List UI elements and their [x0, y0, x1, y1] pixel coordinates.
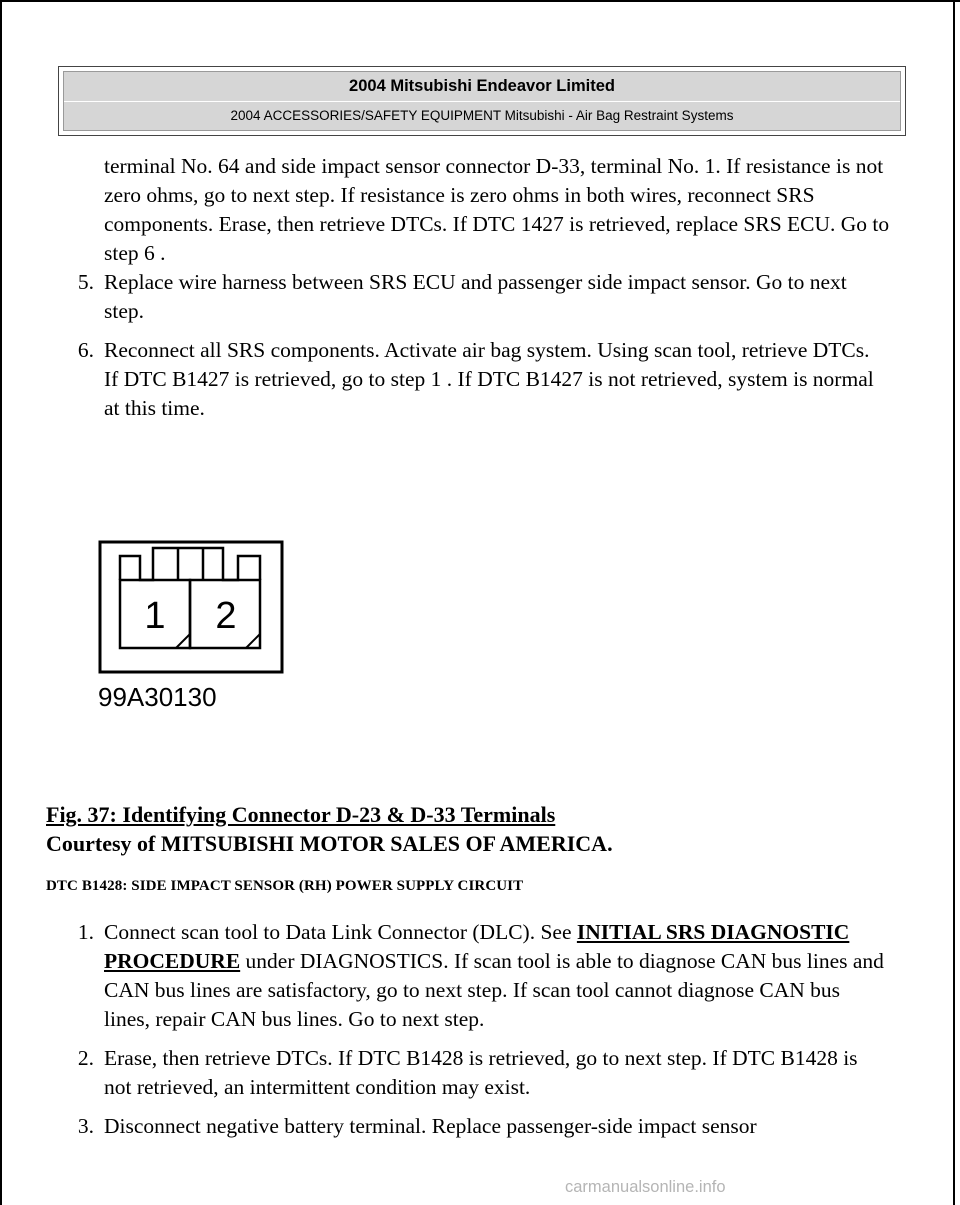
connector-figure — [98, 540, 288, 715]
step-text: Replace wire harness between SRS ECU and passenger side impact sensor. Go to next step. — [104, 270, 847, 323]
page-left-edge — [0, 0, 2, 1205]
step-number: 1. — [77, 920, 94, 944]
continuation-paragraph: terminal No. 64 and side impact sensor connector D-33, terminal No. 1. If resistance is not zero ohms, go to next step. If resistance is zero ohms in both wires, reconnect SRS components. Erase, then retrieve DTCs. If DTC 1427 is retrieved, replace SRS ECU. Go to step 6 . — [104, 154, 890, 265]
steps-b1427-list — [46, 268, 886, 433]
step-text: Erase, then retrieve DTCs. If DTC B1428 is retrieved, go to next step. If DTC B1428 is not retrieved, an intermittent condition may exist. — [104, 1046, 858, 1099]
step-number: 2. — [77, 1046, 94, 1070]
list-item — [46, 268, 886, 326]
step-text-post: under DIAGNOSTICS. If scan tool is able to diagnose CAN bus lines and CAN bus lines are satisfactory, go to next step. If scan tool cannot diagnose CAN bus lines, repair CAN bus lines. Go to next step. — [104, 949, 884, 1031]
terminal-1-chamfer — [176, 634, 190, 648]
header-title: 2004 Mitsubishi Endeavor Limited — [64, 72, 900, 102]
figure-title: Fig. 37: Identifying Connector D-23 & D-33 Terminals — [46, 802, 556, 827]
terminal-2-label: 2 — [215, 595, 237, 637]
list-item — [46, 1044, 886, 1102]
figure-code: 99A30130 — [98, 682, 217, 712]
step-number: 3. — [77, 1114, 94, 1138]
step-number: 5. — [77, 270, 94, 294]
list-item — [46, 1112, 886, 1141]
terminal-1-label: 1 — [144, 595, 166, 637]
step-number: 6. — [77, 338, 94, 362]
figure-courtesy: Courtesy of MITSUBISHI MOTOR SALES OF AMERICA. — [46, 831, 613, 856]
step-text: Reconnect all SRS components. Activate air bag system. Using scan tool, retrieve DTCs. If DTC B1427 is retrieved, go to step 1 . If DTC B1427 is not retrieved, system is normal at this time. — [104, 338, 874, 420]
document-header-inner — [63, 71, 901, 131]
list-item — [46, 336, 886, 423]
header-subtitle: 2004 ACCESSORIES/SAFETY EQUIPMENT Mitsubishi - Air Bag Restraint Systems — [230, 108, 734, 124]
page-right-edge — [953, 0, 955, 1205]
section-heading: DTC B1428: SIDE IMPACT SENSOR (RH) POWER SUPPLY CIRCUIT — [46, 878, 524, 894]
figure-caption — [46, 800, 846, 858]
watermark: carmanualsonline.info — [565, 1178, 726, 1196]
initial-srs-diagnostic-procedure-link[interactable]: INITIAL SRS DIAGNOSTIC PROCEDURE — [104, 920, 850, 973]
list-item — [46, 918, 886, 1034]
connector-diagram — [98, 540, 288, 715]
connector-latch-outline — [120, 548, 260, 580]
steps-b1428-list — [46, 918, 886, 1151]
step-text-pre: Connect scan tool to Data Link Connector (DLC). See — [104, 920, 577, 944]
page-top-edge — [0, 0, 960, 2]
terminal-2-chamfer — [246, 634, 260, 648]
document-header — [58, 66, 906, 136]
step-text: Disconnect negative battery terminal. Replace passenger-side impact sensor — [104, 1114, 757, 1138]
step-text — [104, 920, 884, 1031]
